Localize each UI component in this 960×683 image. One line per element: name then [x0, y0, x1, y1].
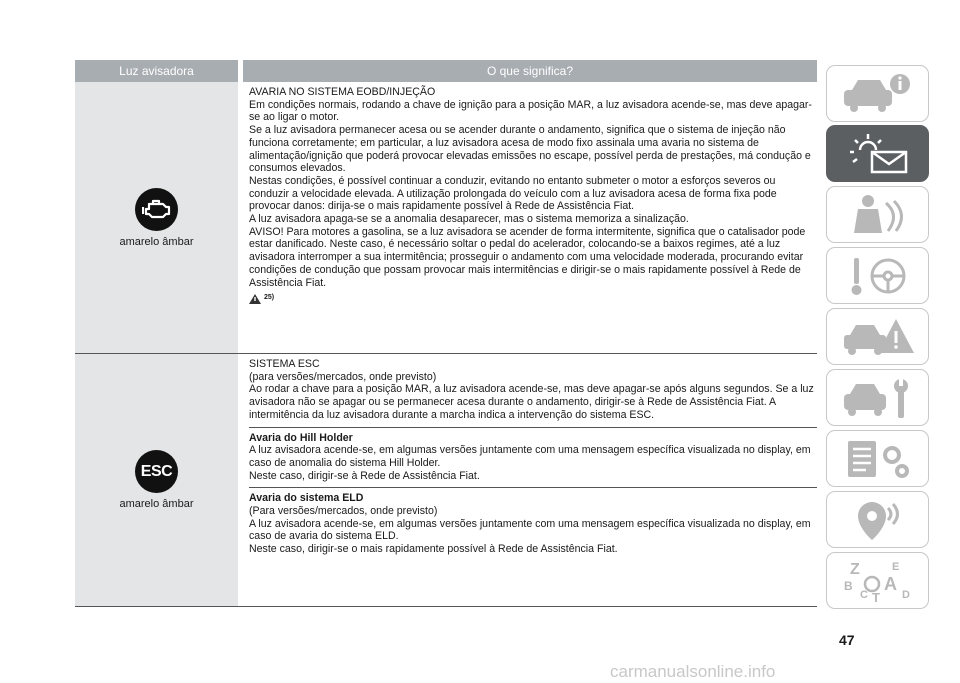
tab-warning-lights[interactable] — [826, 125, 929, 182]
paragraph: Em condições normais, rodando a chave de ignição para a posição MAR, a luz avisadora acende-se, mas deve apagar-se ao ligar o motor. — [249, 98, 812, 124]
warning-reference-number: 25) — [264, 294, 275, 302]
warning-light-envelope-icon — [838, 132, 918, 176]
light-color-label: amarelo âmbar — [119, 498, 194, 510]
paragraph: A luz avisadora acende-se, em algumas versões juntamente com uma mensagem específica visualizada no display, em caso de avaria do sistema ELD. — [249, 517, 811, 543]
tab-starting-driving[interactable] — [826, 247, 929, 304]
paragraph: (Para versões/mercados, onde previsto) — [249, 505, 438, 518]
paragraph: Neste caso, dirigir-se à Rede de Assistência Fiat. — [249, 469, 480, 482]
paragraph: Se a luz avisadora permanecer acesa ou se acender durante o andamento, significa que o sistema de injeção não funciona corretamente; em particular, a luz avisadora acesa de modo fixo assinala uma avaria no sistema de alimentação/ignição que poderá provocar elevadas emissões no escape, possível perda de prestações, má condução e consumos elevados. — [249, 124, 811, 175]
table-row-eobd — [75, 82, 817, 354]
paragraph: A luz avisadora acende-se, em algumas versões juntamente com uma mensagem específica visualizada no display, em caso de anomalia do sistema Hill Holder. — [249, 444, 811, 469]
hill-holder-section — [249, 427, 817, 488]
tab-car-info[interactable] — [826, 65, 929, 122]
icon-cell — [75, 354, 238, 606]
icon-cell — [75, 82, 238, 353]
key-steering-wheel-icon — [838, 254, 918, 298]
section-title: Avaria do sistema ELD — [249, 492, 364, 505]
header-col-meaning: O que significa? — [243, 60, 817, 82]
tab-safety[interactable] — [826, 186, 929, 243]
table-header — [75, 60, 817, 82]
paragraph: A luz avisadora apaga-se se a anomalia desaparecer, mas o sistema memoriza a sinalização. — [249, 213, 689, 226]
warning-hand-icon — [249, 294, 261, 304]
description-cell — [243, 82, 817, 353]
esc-title: SISTEMA ESC — [249, 358, 320, 370]
seatbelt-airbag-icon — [838, 193, 918, 237]
tab-index[interactable] — [826, 552, 929, 609]
paragraph: Neste caso, dirigir-se o mais rapidamente possível à Rede de Assistência Fiat. — [249, 543, 618, 556]
index-letter: Z — [849, 560, 860, 578]
multimedia-icon — [838, 498, 918, 542]
header-col-warning-light: Luz avisadora — [75, 60, 238, 82]
paragraph: Nestas condições, é possível continuar a conduzir, evitando no entanto submeter o motor a esforços severos ou conduzir a velocidade elevada. A utilização prolongada do veículo com a luz avisadora acesa de forma fixa pode provocar danos: dirija-se o mais rapidamente possível à Rede de Assistência Fiat. — [249, 174, 777, 213]
table-row-esc — [75, 354, 817, 607]
index-letters-icon — [838, 558, 918, 604]
eld-section — [249, 487, 817, 561]
index-letter: C — [859, 588, 868, 601]
index-letter: B — [843, 578, 853, 593]
car-info-icon — [838, 72, 918, 116]
paragraph: Ao rodar a chave para a posição MAR, a luz avisadora acende-se, mas deve apagar-se após alguns segundos. Se a luz avisadora não se apagar ou se permanecer acesa durante o andamento, dirigir-se à Rede de Assistência Fiat. A intermitência da luz avisadora durante a marcha indica a intervenção do sistema ESC. — [249, 383, 814, 421]
watermark: carmanualsonline.info — [610, 662, 776, 681]
section-title: Avaria do Hill Holder — [249, 431, 353, 444]
esc-section — [249, 354, 817, 427]
page-number: 47 — [839, 632, 855, 648]
index-letter: E — [891, 560, 899, 573]
warning-reference[interactable] — [249, 292, 817, 305]
index-letter: A — [883, 573, 897, 594]
description-cell — [243, 354, 817, 606]
light-color-label: amarelo âmbar — [119, 235, 194, 248]
car-accident-icon — [838, 315, 918, 359]
paragraph: (para versões/mercados, onde previsto) — [249, 370, 437, 383]
eobd-title: AVARIA NO SISTEMA EOBD/INJEÇÃO — [249, 86, 436, 98]
warning-lights-table — [75, 60, 817, 607]
tab-emergency[interactable] — [826, 308, 929, 365]
car-wrench-icon — [838, 376, 918, 420]
paragraph: AVISO! Para motores a gasolina, se a luz avisadora se acender de forma intermitente, significa que o catalisador pode estar danificado. Neste caso, é necessário soltar o pedal do acelerador, colocando-se a baixos regimes, até a luz avisadora interromper a sua intermitência; prosseguir o andamento com uma velocidade moderada, procurando evitar condições de condução que possam provocar mais intermitências e dirigir-se o mais rapidamente possível à Rede de Assistência Fiat. — [249, 225, 806, 289]
engine-check-icon — [135, 188, 178, 231]
tab-multimedia[interactable] — [826, 491, 929, 548]
tab-technical-data[interactable] — [826, 430, 929, 487]
index-letter: D — [901, 588, 910, 601]
esc-icon: ESC — [135, 450, 178, 493]
specs-gears-icon — [838, 437, 918, 481]
tab-maintenance[interactable] — [826, 369, 929, 426]
index-letter: T — [871, 589, 880, 604]
